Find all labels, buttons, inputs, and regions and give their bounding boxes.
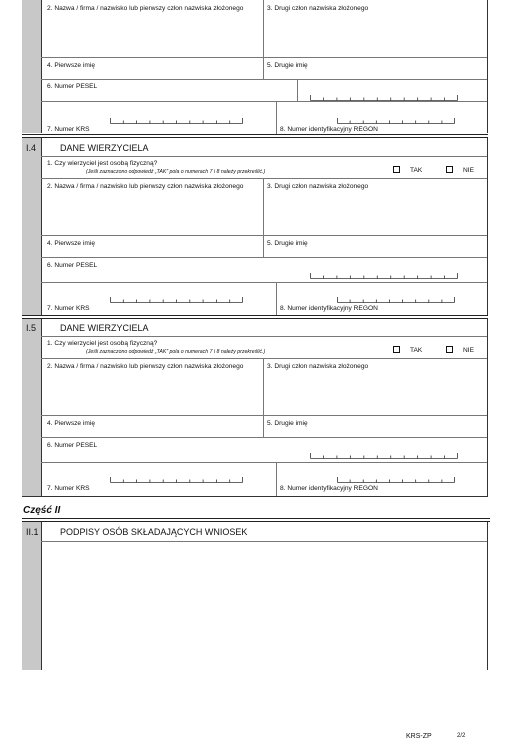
field-label-firstname: 4. Pierwsze imię — [47, 62, 96, 69]
field-label-secondname: 5. Drugie imię — [267, 420, 308, 427]
section-number: I.5 — [26, 323, 37, 333]
field-label-pesel: 6. Numer PESEL — [47, 262, 98, 269]
divider — [263, 0, 264, 57]
input-secondname[interactable] — [266, 66, 484, 77]
checkbox-nie-label: NIE — [463, 167, 474, 174]
field-label-secondname: 5. Drugie imię — [267, 240, 308, 247]
regon-digit-boxes[interactable] — [337, 476, 457, 483]
field-label-name: 2. Nazwa / firma / nazwisko lub pierwszy człon nazwiska złożonego — [47, 5, 244, 12]
regon-digit-boxes[interactable] — [337, 296, 457, 303]
section-number: I.4 — [26, 143, 37, 153]
krs-digit-boxes[interactable] — [110, 476, 245, 483]
margin-strip — [22, 0, 41, 133]
question-is-person: 1. Czy wierzyciel jest osobą fizyczną? — [47, 340, 158, 347]
left-border — [41, 0, 42, 133]
checkbox-nie[interactable] — [446, 346, 453, 353]
checkbox-nie[interactable] — [446, 166, 453, 173]
input-surname2[interactable] — [266, 17, 484, 55]
input-secondname[interactable] — [266, 424, 484, 435]
field-label-surname2: 3. Drugi człon nazwiska złożonego — [267, 5, 369, 12]
field-label-pesel: 6. Numer PESEL — [47, 83, 98, 90]
right-border — [487, 0, 488, 133]
field-label-krs: 7. Numer KRS — [47, 126, 90, 133]
input-name[interactable] — [44, 380, 259, 413]
field-label-firstname: 4. Pierwsze imię — [47, 420, 96, 427]
krs-digit-boxes[interactable] — [110, 296, 245, 303]
pesel-digit-boxes[interactable] — [310, 272, 460, 279]
section-title: DANE WIERZYCIELA — [60, 323, 149, 333]
checkbox-tak[interactable] — [393, 166, 400, 173]
part-heading: Część II — [23, 505, 61, 516]
field-label-secondname: 5. Drugie imię — [267, 62, 308, 69]
input-secondname[interactable] — [266, 244, 484, 255]
pesel-digit-boxes[interactable] — [310, 452, 460, 459]
question-note: (Jeśli zaznaczono odpowiedź „TAK” pola o numerach 7 i 8 należy przekreślić.) — [86, 349, 266, 355]
section-number: II.1 — [26, 527, 39, 537]
checkbox-tak-label: TAK — [410, 167, 423, 174]
field-label-regon: 8. Numer identyfikacyjny REGON — [280, 126, 378, 133]
field-label-name: 2. Nazwa / firma / nazwisko lub pierwszy człon nazwiska złożonego — [47, 183, 244, 190]
input-surname2[interactable] — [266, 200, 484, 233]
field-label-surname2: 3. Drugi człon nazwiska złożonego — [267, 183, 369, 190]
field-label-regon: 8. Numer identyfikacyjny REGON — [280, 305, 378, 312]
input-firstname[interactable] — [44, 66, 259, 77]
section-title: PODPISY OSÓB SKŁADAJĄCYCH WNIOSEK — [60, 527, 248, 537]
field-label-surname2: 3. Drugi człon nazwiska złożonego — [267, 363, 369, 370]
input-firstname[interactable] — [44, 424, 259, 435]
field-label-regon: 8. Numer identyfikacyjny REGON — [280, 485, 378, 492]
field-label-krs: 7. Numer KRS — [47, 485, 90, 492]
input-surname2[interactable] — [266, 380, 484, 413]
pesel-digit-boxes[interactable] — [310, 94, 460, 101]
field-label-name: 2. Nazwa / firma / nazwisko lub pierwszy człon nazwiska złożonego — [47, 363, 244, 370]
regon-digit-boxes[interactable] — [337, 117, 457, 124]
krs-digit-boxes[interactable] — [110, 117, 245, 124]
page-number: 2/2 — [457, 733, 466, 739]
field-label-pesel: 6. Numer PESEL — [47, 442, 98, 449]
field-label-firstname: 4. Pierwsze imię — [47, 240, 96, 247]
checkbox-nie-label: NIE — [463, 347, 474, 354]
section-title: DANE WIERZYCIELA — [60, 143, 149, 153]
input-name[interactable] — [44, 17, 259, 55]
checkbox-tak[interactable] — [393, 346, 400, 353]
input-firstname[interactable] — [44, 244, 259, 255]
question-note: (Jeśli zaznaczono odpowiedź „TAK” pola o numerach 7 i 8 należy przekreślić.) — [86, 169, 266, 175]
question-is-person: 1. Czy wierzyciel jest osobą fizyczną? — [47, 160, 158, 167]
signatures-area[interactable] — [44, 544, 484, 668]
checkbox-tak-label: TAK — [410, 347, 423, 354]
input-name[interactable] — [44, 200, 259, 233]
field-label-krs: 7. Numer KRS — [47, 305, 90, 312]
form-code: KRS-ZP — [406, 733, 432, 740]
